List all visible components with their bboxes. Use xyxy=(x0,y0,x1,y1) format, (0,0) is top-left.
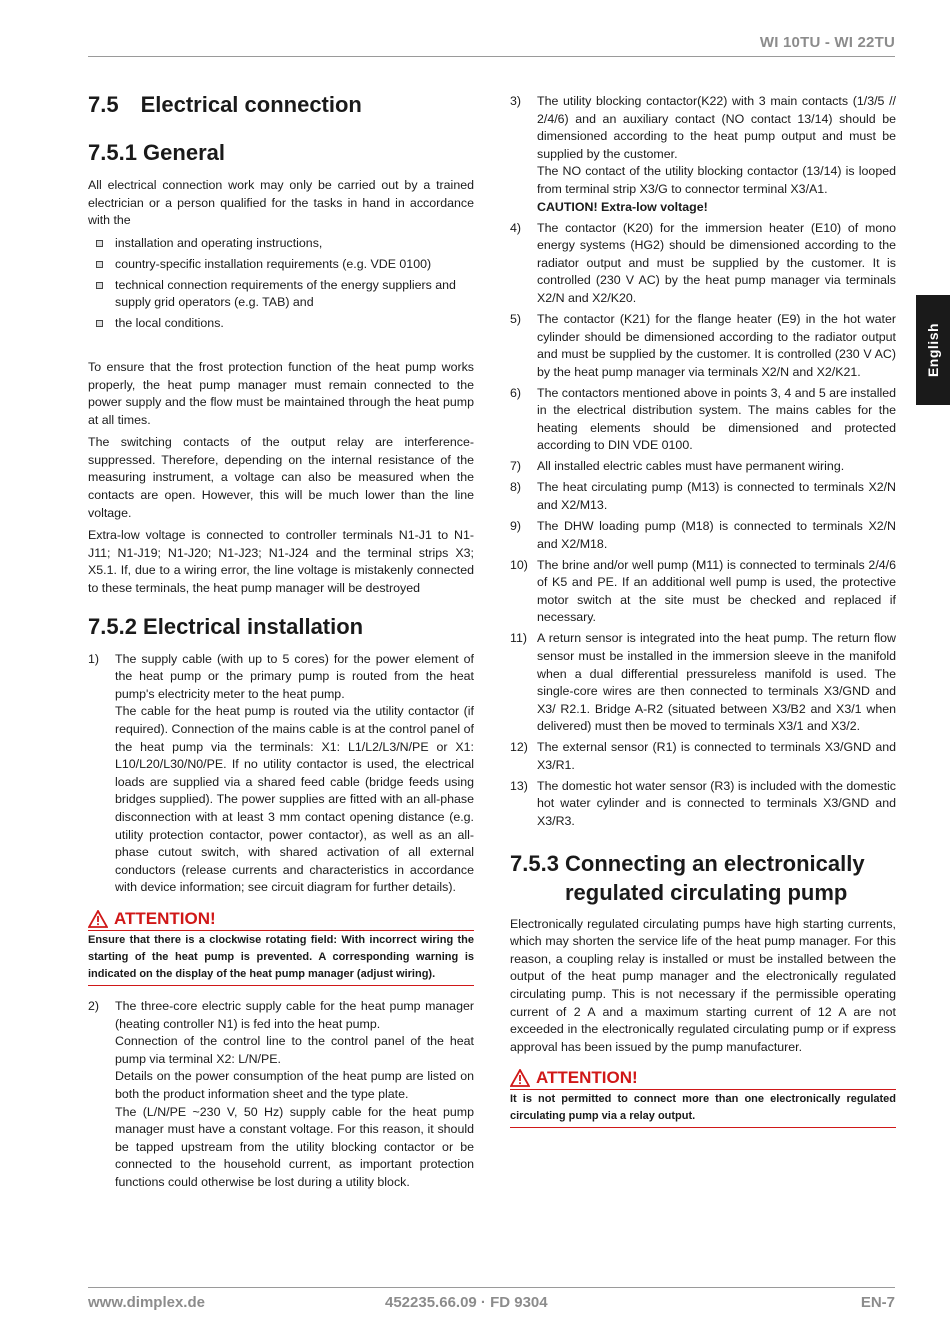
installation-steps-list-b xyxy=(88,998,474,1192)
heading-7-5: 7.5 Electrical connection xyxy=(88,92,362,117)
heading-7-5-3: 7.5.3 Connecting an electronically regulated circulating pump xyxy=(510,850,865,905)
square-bullet-icon xyxy=(96,282,103,289)
warning-triangle-icon xyxy=(88,910,108,928)
list-item: country-specific installation requirements (e.g. VDE 0100) xyxy=(88,256,474,274)
list-item: 1) The supply cable (with up to 5 cores) for the power element of the heat pump or the primary pump is routed from the heat pump's electricity meter to the heat pump. The cable for the heat pump is routed via the utility contactor (if required). Connection of the mains cable is at the control panel of the heat pump via the terminals: X1: L1/L2/L3/N/PE or X1: L10/L20/L30/N0/PE. If no utility contactor is used, the electrical loads are supplied via a shared feed cable (bridge feeds using bridges supplied). The power supplies are fitted with an all-phase disconnection with at least 3 mm contact opening distance (e.g. utility protection contactor, power contactor), as well as an all-phase cutout switch, with shared activation of all external conductors (release currents and characteristics in accordance with device information; see circuit diagram for further details). xyxy=(88,651,474,895)
list-item: technical connection requirements of the energy suppliers and supply grid operators (e.g. TAB) and xyxy=(88,277,474,312)
installation-steps-list-c xyxy=(510,93,896,831)
attention-text: It is not permitted to connect more than one electronically regulated circulating pump via a relay output. xyxy=(510,1093,896,1123)
list-item: 9) The DHW loading pump (M18) is connected to terminals X2/N and X2/M18. xyxy=(510,519,896,551)
caution-note: CAUTION! Extra-low voltage! xyxy=(537,199,708,214)
list-item: 11) A return sensor is integrated into the heat pump. The return flow sensor must be installed in the immersion sleeve in the manifold when a dual differential pressureless manifold is used. The single-core wires are then connected to terminals X3/GND and X3/ R2.1. Bridge A-R2 (situated between X3/B2 and X3/1 when delivered) must then be moved to terminals X3/1 and X3/2. xyxy=(510,631,896,734)
list-item: 4) The contactor (K20) for the immersion heater (E10) of mono energy systems (HG2) should be dimensioned according to the radiator output and must be supplied by the customer. It is controlled (230 V AC) by the heat pump manager via terminals X2/N and X2/K20. xyxy=(510,220,896,305)
header-rule xyxy=(88,56,895,57)
list-item: installation and operating instructions, xyxy=(88,235,474,253)
heading-7-5-2: 7.5.2 Electrical installation xyxy=(88,613,364,639)
extra-low-voltage-paragraph: Extra-low voltage is connected to controller terminals N1-J1 to N1-J11; N1-J19; N1-J20; N1-J23; N1-J24 and the terminal strips X3; X5.1. If, due to a wiring error, the line voltage is mistakenly connected to these terminals, the heat pump manager will be destroyed xyxy=(88,528,474,596)
square-bullet-icon xyxy=(96,320,103,327)
footer-document-number: 452235.66.09 · FD 9304 xyxy=(385,1294,548,1311)
list-item: the local conditions. xyxy=(88,315,474,333)
heading-7-5-1: 7.5.1 General xyxy=(88,140,225,165)
attention-title: ATTENTION! xyxy=(536,1068,638,1088)
attention-title: ATTENTION! xyxy=(114,908,216,928)
attention-text: Ensure that there is a clockwise rotating field: With incorrect wiring the starting of the heat pump is prevented. A corresponding warning is indicated on the display of the heat pump manager (adjust wiring). xyxy=(88,933,474,980)
document-header-title: WI 10TU - WI 22TU xyxy=(759,34,895,51)
attention-rule-bottom xyxy=(88,985,474,986)
intro-paragraph: All electrical connection work may only be carried out by a trained electrician or a person qualified for the tasks in hand in accordance with the xyxy=(88,178,474,228)
list-item: 13) The domestic hot water sensor (R3) is included with the domestic hot water cylinder and is connected to terminals X3/GND and X3/R3. xyxy=(510,778,896,829)
installation-steps-list-a xyxy=(88,651,474,897)
list-item: 2) The three-core electric supply cable for the heat pump manager (heating controller N1) is fed into the heat pump. Connection of the control line to the control panel of the heat pump via terminal X2: L/N/PE. Details on the power consumption of the heat pump are listed on both the product information sheet and the type plate. The (L/N/PE ~230 V, 50 Hz) supply cable for the heat pump manager must have a constant voltage. For this reason, it should be tapped upstream from the utility blocking contactor or be connected to the household current, as important protection functions could otherwise be lost during a utility block. xyxy=(88,998,474,1189)
list-item: 6) The contactors mentioned above in points 3, 4 and 5 are installed in the electrical distribution system. The mains cables for the heating elements should be dimensioned and protected according to DIN VDE 0100. xyxy=(510,385,896,453)
right-column xyxy=(510,93,896,1140)
language-tab-label: English xyxy=(925,322,941,378)
list-item: 7) All installed electric cables must have permanent wiring. xyxy=(510,459,845,474)
switching-contacts-paragraph: The switching contacts of the output relay are interference-suppressed. Therefore, depending on the internal resistance of the measuring instrument, a voltage can also be measured when the contacts are open. However, this will be much lower than the line voltage. xyxy=(88,435,474,520)
left-column xyxy=(88,90,474,1195)
square-bullet-icon xyxy=(96,240,103,247)
list-item: 8) The heat circulating pump (M13) is connected to terminals X2/N and X2/M13. xyxy=(510,480,896,513)
requirements-list xyxy=(88,235,474,333)
footer-rule xyxy=(88,1287,895,1288)
attention-box-relay-output xyxy=(510,1068,896,1128)
language-tab xyxy=(916,295,950,405)
list-item: 5) The contactor (K21) for the flange heater (E9) in the hot water cylinder should be dimensioned according to the radiator output and must be supplied by the customer. It is controlled (230 V AC) by the heat pump manager via terminals X2/N and X2/K21. xyxy=(510,311,896,379)
list-item: 12) The external sensor (R1) is connected to terminals X3/GND and X3/R1. xyxy=(510,740,896,772)
attention-box-rotating-field xyxy=(88,909,474,986)
attention-rule-bottom xyxy=(510,1127,896,1128)
list-item: 3) The utility blocking contactor(K22) with 3 main contacts (1/3/5 // 2/4/6) and an auxiliary contact (NO contact 13/14) should be dimensioned according to the heat pump output and must be supplied by the customer. The NO contact of the utility blocking contactor (13/14) is looped from terminal strip X3/G to connector terminal X3/A1. CAUTION! Extra-low voltage! xyxy=(510,94,896,214)
warning-triangle-icon xyxy=(510,1069,530,1087)
square-bullet-icon xyxy=(96,261,103,268)
circulating-pump-paragraph: Electronically regulated circulating pumps have high starting currents, which may shorten the service life of the heat pump manager. For this reason, a coupling relay is installed or must be installed between the output of the heat pump manager and the electronically regulated circulating pump. This is not necessary if the permissible operating current of 2 A and a maximum starting current of 12 A are not exceeded in the electronically regulated circulating pump or if express approval has been issued by the pump manufacturer. xyxy=(510,916,896,1054)
footer-page-number: EN-7 xyxy=(860,1294,895,1311)
frost-protection-paragraph: To ensure that the frost protection function of the heat pump works properly, the heat pump manager must remain connected to the power supply and the flow must be maintained through the heat pump at all times. xyxy=(88,359,474,427)
footer-website: www.dimplex.de xyxy=(88,1294,205,1311)
list-item: 10) The brine and/or well pump (M11) is connected to terminals 2/4/6 of K5 and PE. If an additional well pump is used, the protective motor switch at the site must be checked and replaced if necessary. xyxy=(510,557,896,625)
